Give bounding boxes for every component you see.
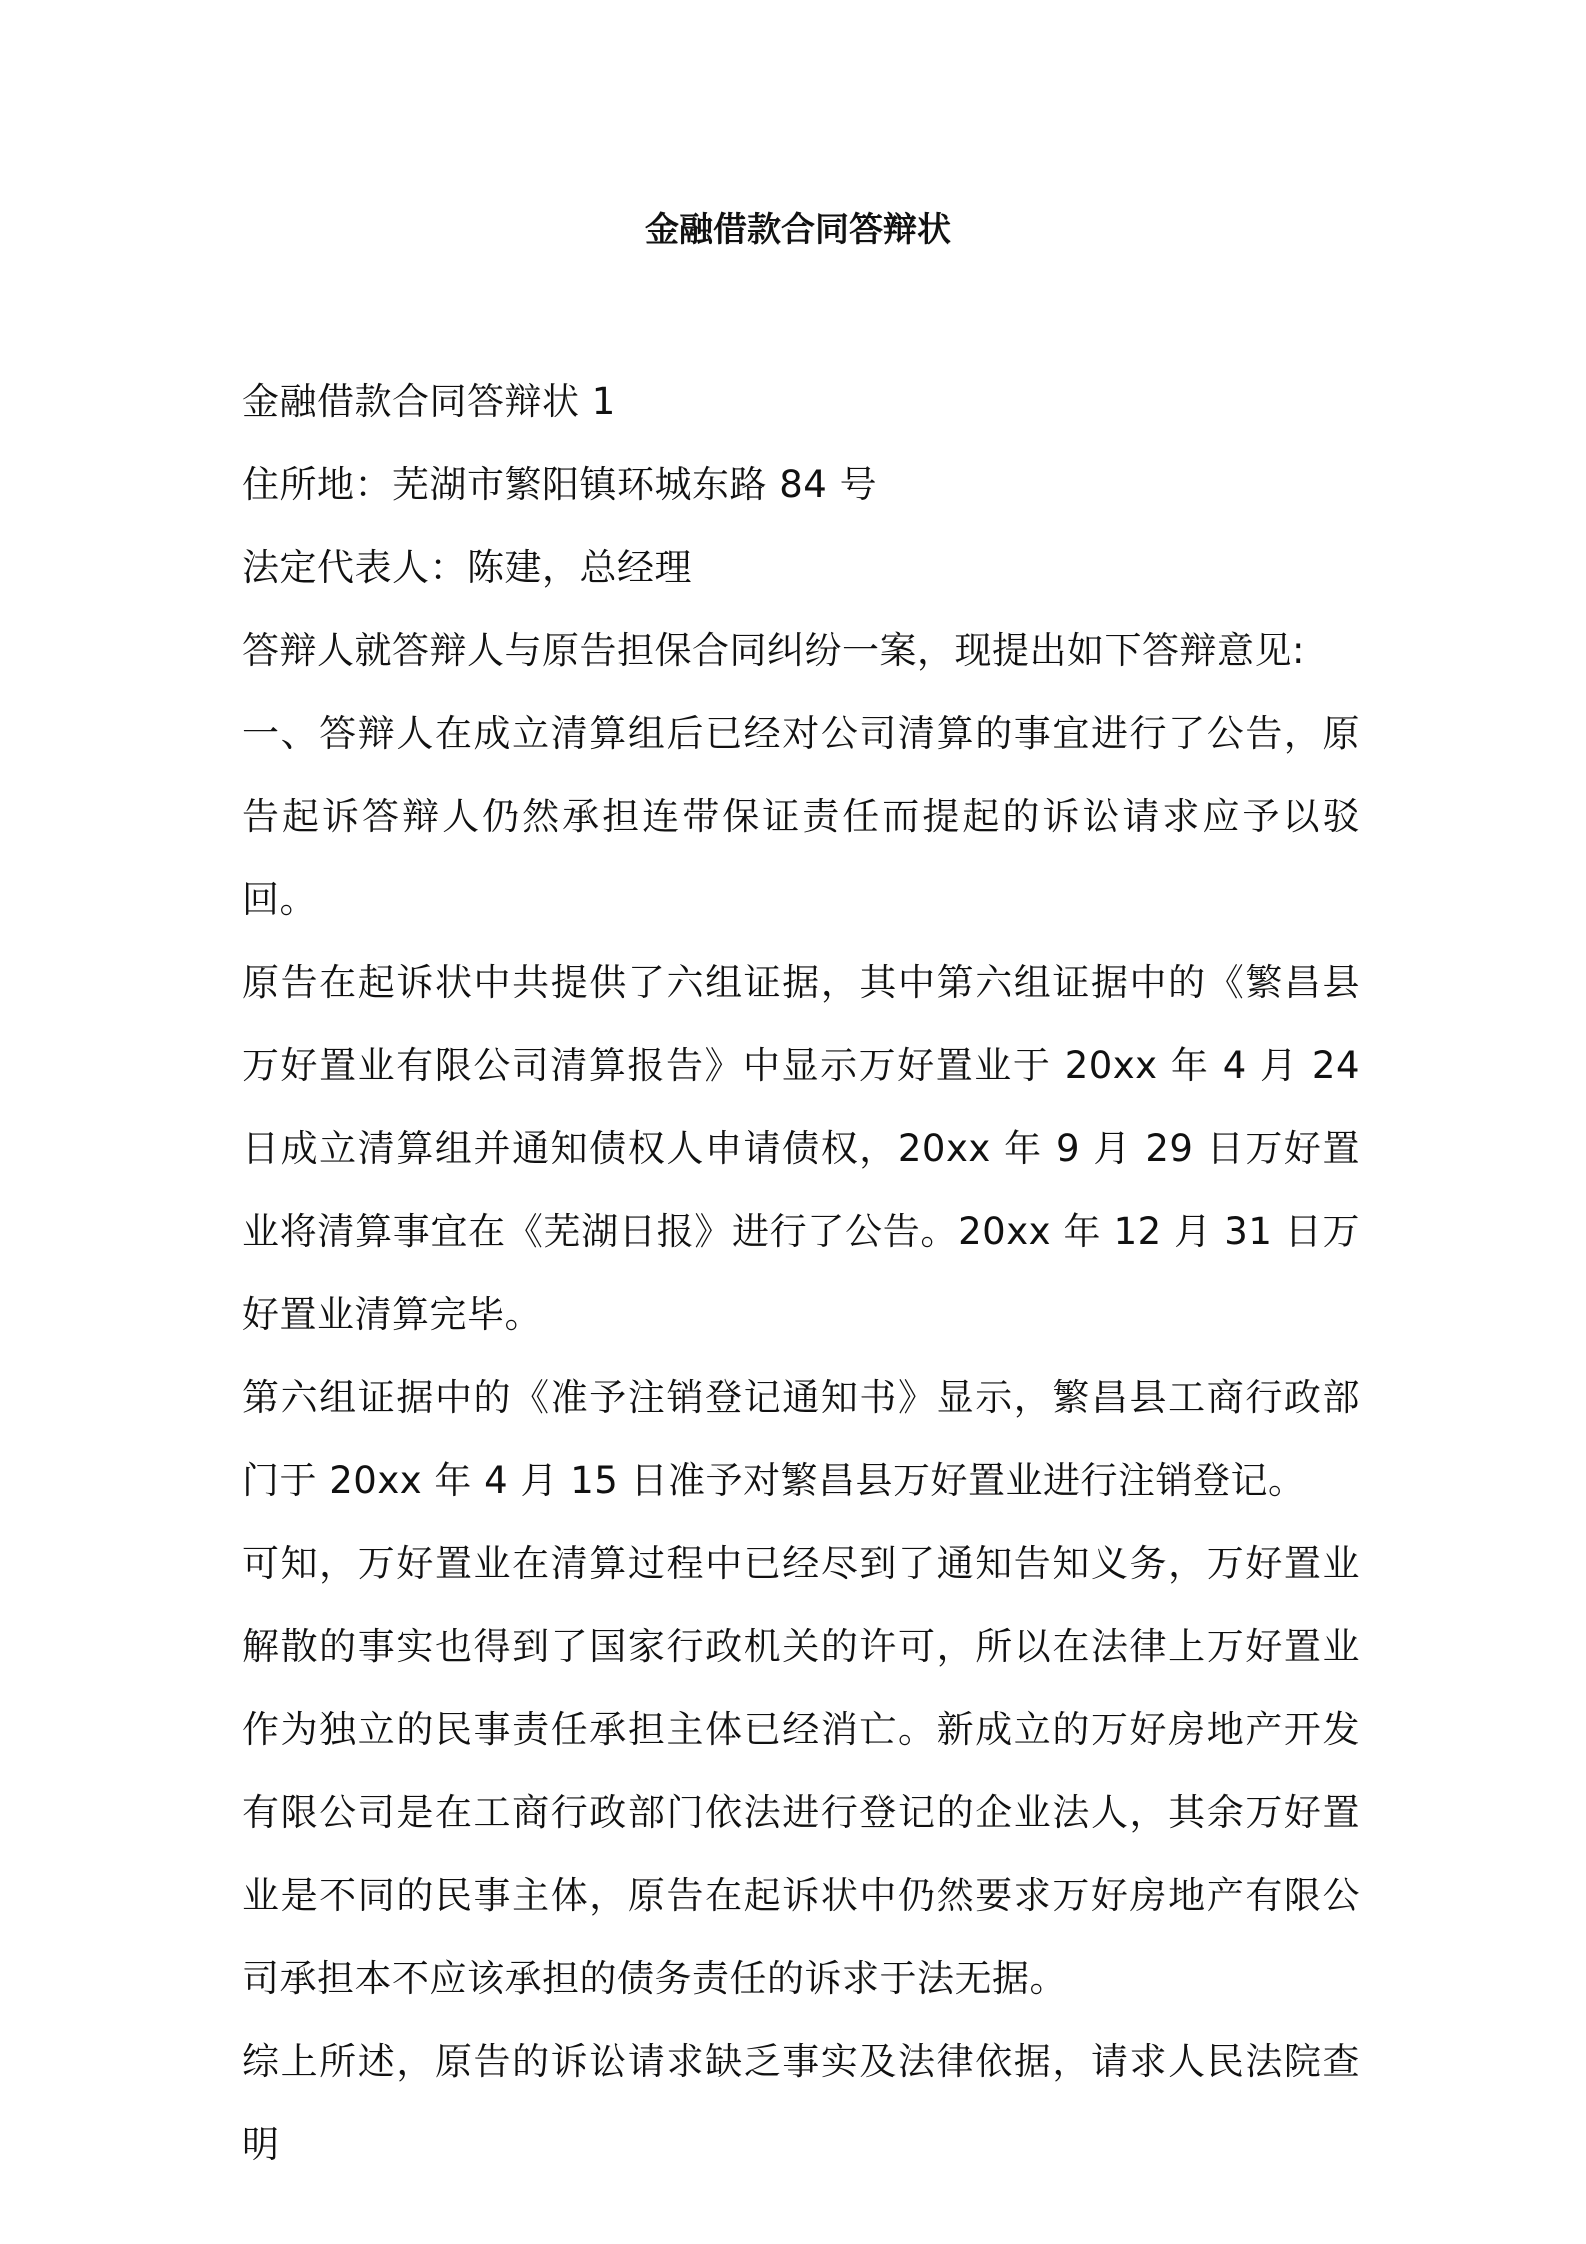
paragraph-deregistration: 第六组证据中的《准予注销登记通知书》显示，繁昌县工商行政部门于 20xx 年 4 月 15 日准予对繁昌县万好置业进行注销登记。 bbox=[242, 1376, 1360, 1502]
paragraph-heading: 金融借款合同答辩状 1 bbox=[242, 380, 616, 423]
paragraph-address: 住所地：芜湖市繁阳镇环城东路 84 号 bbox=[242, 463, 878, 506]
document-title: 金融借款合同答辩状 bbox=[645, 210, 951, 250]
paragraph-intro: 答辩人就答辩人与原告担保合同纠纷一案，现提出如下答辩意见: bbox=[242, 629, 1305, 672]
paragraph-analysis: 可知，万好置业在清算过程中已经尽到了通知告知义务，万好置业解散的事实也得到了国家行政机关的许可，所以在法律上万好置业作为独立的民事责任承担主体已经消亡。新成立的万好房地产开发有限公司是在工商行政部门依法进行登记的企业法人，其余万好置业是不同的民事主体，原告在起诉状中仍然要求万好房地产有限公司承担本不应该承担的债务责任的诉求于法无据。 bbox=[242, 1542, 1360, 2000]
paragraph-point-one: 一、答辩人在成立清算组后已经对公司清算的事宜进行了公告，原告起诉答辩人仍然承担连带保证责任而提起的诉讼请求应予以驳回。 bbox=[242, 712, 1360, 921]
paragraph-legal-representative: 法定代表人：陈建，总经理 bbox=[242, 546, 692, 589]
paragraph-conclusion: 综上所述，原告的诉讼请求缺乏事实及法律依据，请求人民法院查明 bbox=[242, 2040, 1360, 2166]
document-body bbox=[242, 360, 1360, 2186]
paragraph-evidence: 原告在起诉状中共提供了六组证据，其中第六组证据中的《繁昌县万好置业有限公司清算报告》中显示万好置业于 20xx 年 4 月 24 日成立清算组并通知债权人申请债权，20xx 年 9 月 29 日万好置业将清算事宜在《芜湖日报》进行了公告。20xx 年 12 月 31 日万好置业清算完毕。 bbox=[242, 961, 1360, 1336]
